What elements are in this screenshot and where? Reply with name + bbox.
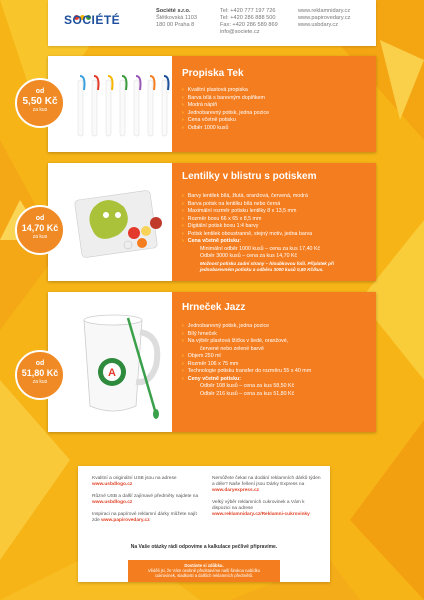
svg-text:A: A <box>108 367 116 379</box>
product-card-propiska <box>48 56 376 152</box>
web-link[interactable]: www.papirovedary.cz <box>298 15 351 22</box>
feature-item: › Objem 250 ml <box>182 353 311 361</box>
footer-left: Kvalitní a originální USB jsou na adrese www.usbdlogo.cz Různé USB a další zajímavé předměty najdete na www.usbdlogo.cz Inspiraci na papírové reklamní dárky můžete najít zde www.papirovedary.cz <box>92 476 199 523</box>
footer-link[interactable]: www.usbdlogo.cz <box>92 500 133 505</box>
price-badge: od 5,50 Kč za kus <box>15 78 65 128</box>
product-card-lentilky <box>48 163 376 281</box>
product-features-1 <box>182 193 320 261</box>
footer-link[interactable]: www.daryexpress.cz <box>212 488 260 493</box>
product-title: Propiska Tek <box>182 68 244 79</box>
feature-item: › Rozměr boxu 66 x 65 x 8,5 mm <box>182 216 320 224</box>
candy-box-image <box>72 185 172 265</box>
feature-item: Odběr 216 kusů – cena za kus 51,80 Kč <box>200 390 295 397</box>
feature-item: › Bílý hrneček <box>182 331 311 339</box>
feature-item: › Technologie potisku transfer do rozměru 55 x 40 mm <box>182 368 311 376</box>
footer <box>78 466 330 582</box>
web-link[interactable]: www.usbdary.cz <box>298 22 338 29</box>
feature-item: › Kvalitní plastová propiska <box>182 87 269 95</box>
feature-item: › Cena včetně potisku: <box>182 238 320 246</box>
feature-item: › Maximální rozměr potisku lentilky 8 x 13,5 mm <box>182 208 320 216</box>
product-features-2 <box>182 323 311 398</box>
feature-item: Odběr 108 kusů – cena za kus 58,50 Kč <box>200 383 295 389</box>
feature-item: › Barvy lentilek bílá, žlutá, oranžová, červená, modrá <box>182 193 320 201</box>
price-badge: od 51,80 Kč za kus <box>15 350 65 400</box>
footer-link[interactable]: www.reklamnidary.cz/Reklamni-cukrovinky <box>212 512 310 517</box>
feature-item: Odběr 3000 kusů – cena za kus 14,70 Kč <box>200 253 298 259</box>
feature-item: › Jednobarevný potisk, jedna pozice <box>182 323 311 331</box>
product-title: Lentilky v blistru s potiskem <box>182 171 317 182</box>
logo-dots-icon <box>74 7 92 12</box>
logo: SOCIÉTÉ <box>64 13 121 27</box>
product-features-0 <box>182 87 269 132</box>
product-card-hrnecek <box>48 292 376 432</box>
mug-image <box>70 310 170 420</box>
price-badge: od 14,70 Kč za kus <box>15 205 65 255</box>
footer-cta-text: Na Vaše otázky rádi odpovíme a kalkulace pečlivě připravíme. <box>130 544 278 550</box>
company-websites <box>298 8 350 29</box>
header <box>48 0 376 46</box>
web-link[interactable]: www.reklamnidary.cz <box>298 8 351 14</box>
product-note: Možnost potisku zadní strany – hloubkovou folií. Příplatek při jednobarevném potisku a odběru 3000 kusů 0,80 Kč/kus. <box>200 261 334 272</box>
company-contacts: Tel: +420 777 197 726 Tel: +420 286 888 500 Fax: +420 286 589 869 info@societe.cz <box>220 8 278 36</box>
feature-item: červené nebo zelené barvě <box>200 345 264 352</box>
feature-item: › Jednobarevný potisk, jedna pozice <box>182 110 269 118</box>
feature-item: › Rozměr 106 x 75 mm <box>182 361 311 369</box>
feature-item: › Potisk lentilek oboustranně, stejný motiv, jedna barva <box>182 231 320 239</box>
footer-bar: Dostávte si zdůbku. Věděli jsi, že Vám osobně představíme naší širokou nabídku cukrovinek, sladkosti a dalších reklamních předmětů. <box>128 560 280 582</box>
feature-item: › Na výběr plastová lžička v šedé, oranžové, <box>182 338 311 346</box>
feature-item: › Barva bílá s barevným doplňkem <box>182 95 269 103</box>
feature-item: › Ceny včetně potisku: <box>182 376 311 384</box>
feature-item: › Barva potisk na lentilku bílá nebo černá <box>182 201 320 209</box>
footer-link[interactable]: www.usbdlogo.cz <box>92 482 133 487</box>
feature-item: Minimální odběr 1000 kusů – cena za kus 17,40 Kč <box>200 245 321 252</box>
feature-item: › Digitální potisk boxu 1:4 barvy <box>182 223 320 231</box>
feature-item: › Modrá náplň <box>182 102 269 110</box>
product-title: Hrneček Jazz <box>182 302 246 313</box>
footer-right: Nemůžete čekat na dodání reklamních dárků týden a déle? Naše řešení jsou Dárky Express na www.daryexpress.cz Velký výběr reklamních cukrovinek a Vám k dispozici na adrese www.reklamnidary.cz/Reklamni-cukrovinky <box>212 476 321 517</box>
email-link[interactable]: info@societe.cz <box>220 29 260 36</box>
feature-item: › Odběr 1000 kusů <box>182 125 269 133</box>
feature-item: › Cena včetně potisku <box>182 117 269 125</box>
company-address: Société s.r.o. Štětkovská 1103 180 00 Praha 8 <box>156 8 197 29</box>
footer-link[interactable]: www.papirovedary.cz <box>101 518 150 523</box>
